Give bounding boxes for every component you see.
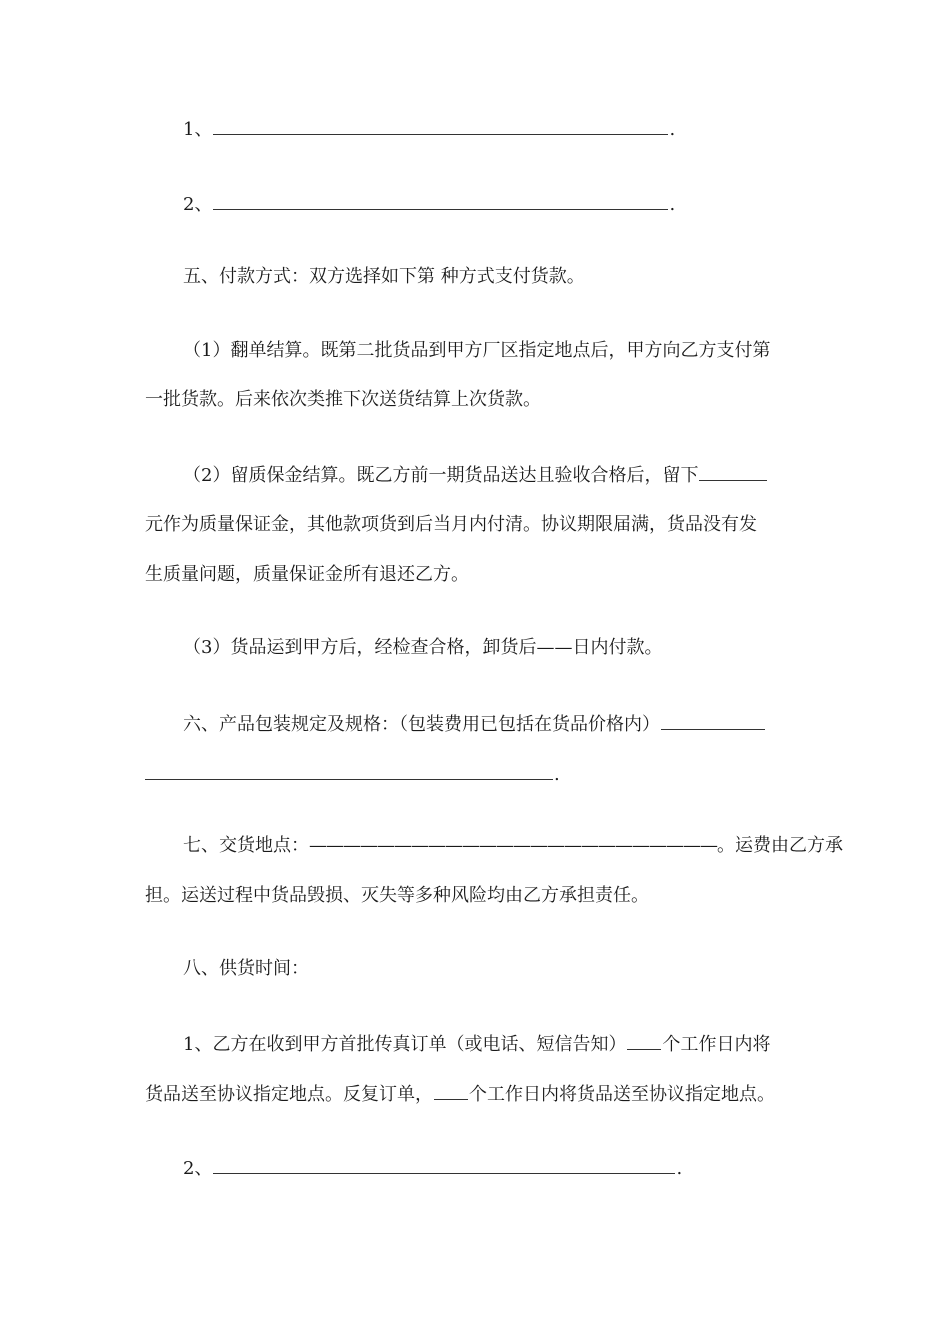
section-8-item-1-line2 (145, 1081, 815, 1107)
payment-option-2-line1 (183, 462, 815, 488)
workdays-blank-1 (627, 1031, 661, 1050)
item-number: 2、 (183, 1158, 213, 1179)
supply-text-c: 货品送至协议指定地点。反复订单， (145, 1084, 433, 1105)
item-number: 1、 (183, 119, 213, 140)
section-6-line1 (183, 711, 815, 737)
item-end: . (669, 194, 676, 215)
section-7-line2: 担。运送过程中货品毁损、灭失等多种风险均由乙方承担责任。 (145, 885, 649, 906)
payment-option-2-text: （2）留质保金结算。既乙方前一期货品送达且验收合格后，留下 (183, 465, 699, 486)
amount-blank (699, 462, 767, 481)
packaging-blank (661, 711, 765, 730)
section-8-title: 八、供货时间： (183, 958, 309, 979)
payment-option-3: （3）货品运到甲方后，经检查合格，卸货后——日内付款。 (183, 637, 663, 658)
delivery-location-dashes: ———————————————————————— (309, 835, 717, 856)
item-number: 2、 (183, 194, 213, 215)
section-6-end: . (554, 764, 560, 785)
fill-blank (213, 191, 668, 210)
section-7-suffix: 。运费由乙方承 (717, 835, 843, 856)
item-end: . (669, 119, 676, 140)
fill-blank (213, 116, 668, 135)
payment-option-1-line2: 一批货款。后来依次类推下次送货结算上次货款。 (145, 389, 541, 410)
supply-text-a: 1、乙方在收到甲方首批传真订单（或电话、短信告知） (183, 1034, 627, 1055)
packaging-blank-continued (145, 761, 553, 780)
blank-item-2 (183, 191, 815, 217)
section-6-line2 (145, 761, 815, 787)
section-5-title: 五、付款方式：双方选择如下第 种方式支付货款。 (183, 266, 585, 287)
blank-item-1 (183, 116, 815, 142)
payment-option-2-line3: 生质量问题，质量保证金所有退还乙方。 (145, 564, 469, 585)
fill-blank (213, 1155, 675, 1174)
workdays-blank-2 (434, 1081, 468, 1100)
section-6-text: 六、产品包装规定及规格：（包装费用已包括在货品价格内） (183, 714, 660, 735)
section-7-line1 (183, 834, 843, 858)
section-8-item-1-line1 (183, 1031, 815, 1057)
supply-text-b: 个工作日内将 (662, 1034, 771, 1055)
payment-option-2-line2: 元作为质量保证金，其他款项货到后当月内付清。协议期限届满，货品没有发 (145, 514, 757, 535)
section-8-item-2 (183, 1155, 815, 1181)
payment-option-1-line1: （1）翻单结算。既第二批货品到甲方厂区指定地点后，甲方向乙方支付第 (183, 340, 771, 361)
item-end: . (676, 1158, 683, 1179)
section-7-prefix: 七、交货地点： (183, 835, 309, 856)
supply-text-d: 个工作日内将货品送至协议指定地点。 (469, 1084, 775, 1105)
